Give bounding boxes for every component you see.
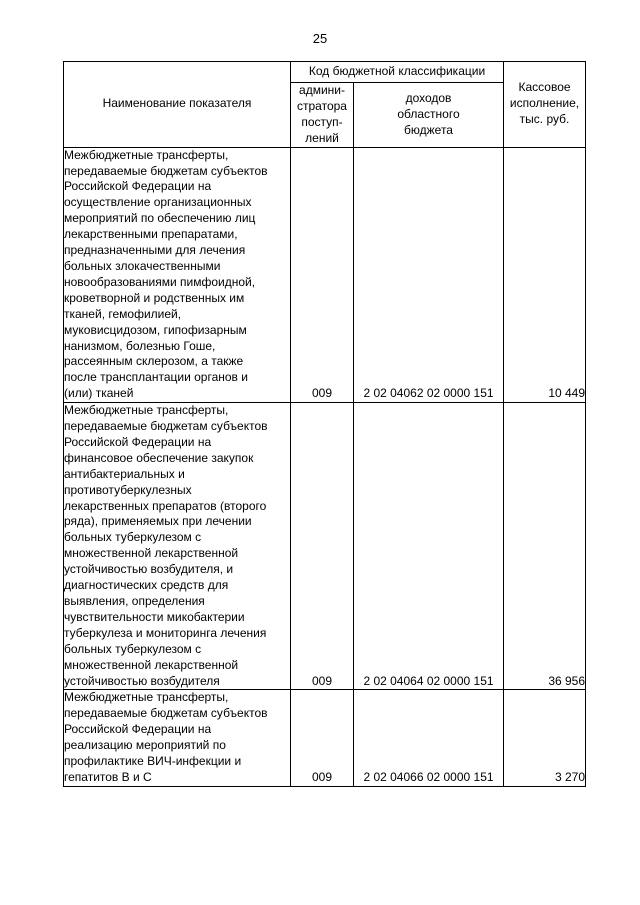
administrator-code: 009 [291, 147, 354, 403]
cash-execution-amount: 3 270 [504, 690, 586, 786]
income-code: 2 02 04064 02 0000 151 [354, 403, 504, 690]
income-code: 2 02 04066 02 0000 151 [354, 690, 504, 786]
cash-execution-amount: 10 449 [504, 147, 586, 403]
administrator-code: 009 [291, 403, 354, 690]
header-code-classification: Код бюджетной классификации [291, 62, 504, 83]
indicator-name-line: передаваемые бюджетам субъектов [64, 706, 268, 721]
page-number: 25 [312, 31, 328, 46]
cash-execution-amount: 36 956 [504, 403, 586, 690]
header-line: бюджета [404, 122, 453, 137]
header-line: лений [305, 130, 339, 145]
table-row [64, 403, 586, 690]
indicator-name-line: устойчивостью возбудителя [64, 673, 220, 688]
table-row [64, 690, 586, 786]
indicator-name-line: тканей, гемофилией, [64, 306, 182, 321]
indicator-name-line: диагностических средств для [64, 578, 229, 593]
indicator-name-line: осуществление организационных [64, 195, 252, 210]
header-line: стратора [297, 98, 347, 113]
indicator-name-line: рассеянным склерозом, а также [64, 354, 244, 369]
header-line: админи- [299, 83, 345, 97]
table-body [64, 147, 586, 786]
budget-table [63, 61, 586, 787]
indicator-name-line: передаваемые бюджетам субъектов [64, 163, 268, 178]
header-administrator [291, 83, 354, 148]
header-cash-execution [504, 62, 586, 148]
indicator-name-line: Межбюджетные трансферты, [64, 147, 229, 162]
indicator-name-line: лекарственными препаратами, [64, 227, 238, 242]
header-line: Кассовое [518, 80, 571, 95]
header-line: тыс. руб. [519, 112, 570, 127]
indicator-name [64, 147, 291, 403]
table-row [64, 147, 586, 403]
indicator-name-line: Российской Федерации на [64, 722, 212, 737]
header-indicator-name: Наименование показателя [64, 62, 291, 148]
indicator-name-line: профилактике ВИЧ-инфекции и [64, 754, 242, 769]
header-line: областного [397, 106, 460, 121]
indicator-name [64, 690, 291, 786]
header-line: поступ- [301, 114, 343, 129]
indicator-name-line: ряда), применяемых при лечении [64, 514, 252, 529]
table-header [64, 62, 586, 148]
indicator-name-line: туберкулеза и мониторинга лечения [64, 625, 267, 640]
indicator-name-line: больных злокачественными [64, 258, 221, 273]
indicator-name-line: Российской Федерации на [64, 434, 212, 449]
indicator-name-line: множественной лекарственной [64, 546, 239, 561]
indicator-name-line: муковисцидозом, гипофизарным [64, 322, 247, 337]
indicator-name-line: кроветворной и родственных им [64, 290, 245, 305]
indicator-name-line: предназначенными для лечения [64, 243, 246, 258]
indicator-name-line: мероприятий по обеспечению лиц [64, 211, 256, 226]
indicator-name [64, 403, 291, 690]
header-income [354, 83, 504, 148]
indicator-name-line: множественной лекарственной [64, 657, 239, 672]
indicator-name-line: Межбюджетные трансферты, [64, 403, 229, 418]
indicator-name-line: противотуберкулезных [64, 482, 192, 497]
indicator-name-line: больных туберкулезом с [64, 530, 202, 545]
indicator-name-line: реализацию мероприятий по [64, 738, 226, 753]
indicator-name-line: нанизмом, болезнью Гоше, [64, 338, 216, 353]
indicator-name-line: новообразованиями пимфоидной, [64, 274, 256, 289]
indicator-name-line: Российской Федерации на [64, 179, 212, 194]
indicator-name-line: больных туберкулезом с [64, 641, 202, 656]
indicator-name-line: финансовое обеспечение закупок [64, 450, 254, 465]
indicator-name-line: выявления, определения [64, 594, 205, 608]
administrator-code: 009 [291, 690, 354, 786]
indicator-name-line: антибактериальных и [64, 466, 185, 481]
indicator-name-line: чувствительности микобактерии [64, 609, 245, 624]
indicator-name-line: передаваемые бюджетам субъектов [64, 419, 268, 434]
header-line: доходов [405, 90, 452, 105]
indicator-name-line: лекарственных препаратов (второго [64, 498, 267, 513]
income-code: 2 02 04062 02 0000 151 [354, 147, 504, 403]
indicator-name-line: после трансплантации органов и [64, 370, 248, 385]
indicator-name-line: (или) тканей [64, 386, 134, 401]
indicator-name-line: устойчивостью возбудителя, и [64, 562, 234, 577]
header-line: исполнение, [509, 96, 580, 111]
indicator-name-line: Межбюджетные трансферты, [64, 690, 229, 705]
indicator-name-line: гепатитов В и С [64, 769, 152, 784]
